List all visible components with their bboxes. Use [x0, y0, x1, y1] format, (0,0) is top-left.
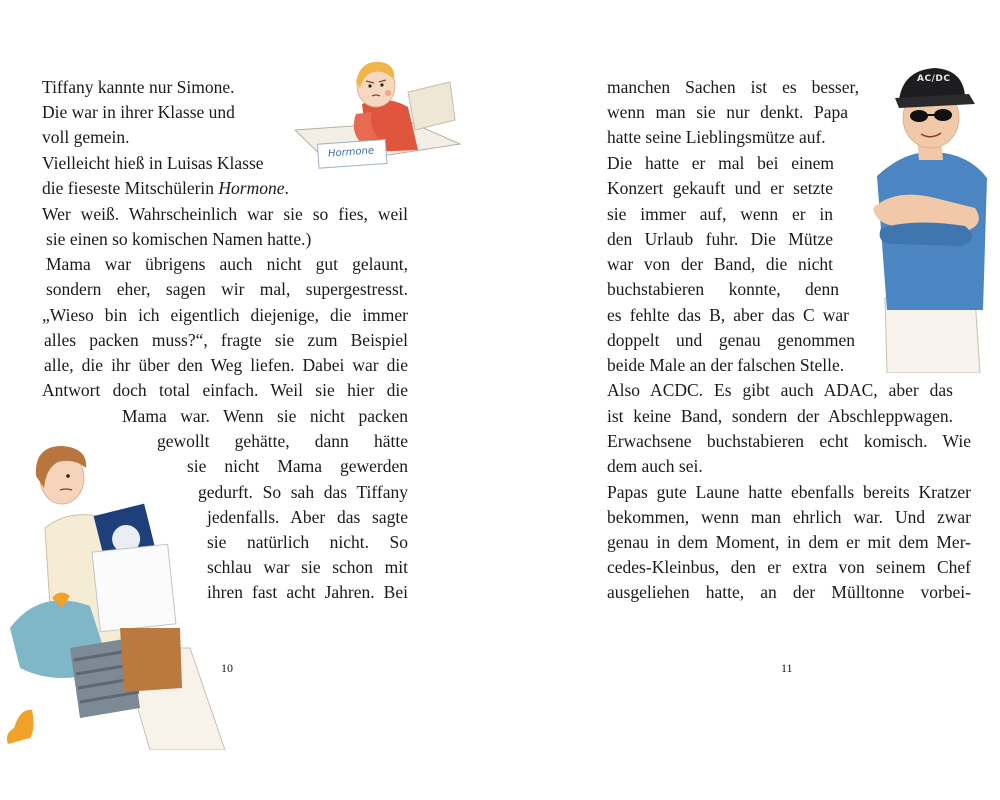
- text-line: ihren fast acht Jahren. Bei: [207, 582, 408, 602]
- text-line: sie nicht Mama gewerden: [187, 456, 408, 476]
- text-line: sie einen so komischen Namen hatte.): [46, 229, 312, 249]
- text-line: den Urlaub fuhr. Die Mütze: [607, 229, 833, 249]
- text-line: voll gemein.: [42, 127, 130, 147]
- text-line: alles packen muss?“, fragte sie zum Beispiel: [44, 330, 408, 350]
- text-line: gedurft. So sah das Tiffany: [198, 482, 408, 502]
- text-line: sie immer auf, wenn er in: [607, 204, 833, 224]
- text-line: Erwachsene buchstabieren echt komisch. Wie: [607, 431, 971, 451]
- page-number: 10: [221, 661, 233, 675]
- note-label: Hormone: [327, 145, 375, 160]
- text-line: dem auch sei.: [607, 456, 703, 476]
- text-line: [42, 176, 289, 201]
- text-line: cedes-Kleinbus, den er extra von seinem Chef: [607, 557, 971, 577]
- text-line: schlau war sie schon mit: [207, 557, 408, 577]
- text-line: sondern eher, sagen wir mal, supergestresst.: [46, 279, 408, 299]
- girl-at-desk-illustration: [290, 52, 465, 177]
- text-line: doppelt und genau genommen: [607, 330, 855, 350]
- text-line: Die hatte er mal bei einem: [607, 153, 834, 173]
- text-line: Mama war übrigens auch nicht gut gelaunt,: [46, 254, 408, 274]
- text-line: wenn man sie nur denkt. Papa: [607, 102, 848, 122]
- text-line: „Wieso bin ich eigentlich diejenige, die immer: [42, 305, 408, 325]
- text-line: war von der Band, die nicht: [607, 254, 833, 274]
- text-line: ausgeliehen hatte, an der Mülltonne vorbei-: [607, 582, 971, 602]
- text-fragment: .: [284, 178, 289, 198]
- text-line: Vielleicht hieß in Luisas Klasse: [42, 153, 264, 173]
- cap-logo: AC/DC: [917, 74, 951, 84]
- text-line: Konzert gekauft und er setzte: [607, 178, 833, 198]
- page-number: 11: [781, 661, 793, 675]
- text-line: bekommen, wenn man ehrlich war. Und zwar: [607, 507, 971, 527]
- text-line: Also ACDC. Es gibt auch ADAC, aber das: [607, 380, 953, 400]
- text-line: sie natürlich nicht. So: [207, 532, 408, 552]
- right-page: [500, 0, 1000, 800]
- text-fragment: die fieseste Mitschülerin: [42, 178, 219, 198]
- dad-with-cap-illustration: [865, 48, 995, 373]
- text-line: buchstabieren konnte, denn: [607, 279, 839, 299]
- text-line: Die war in ihrer Klasse und: [42, 102, 235, 122]
- italic-name: Hormone: [218, 178, 285, 198]
- text-line: Papas gute Laune hatte ebenfalls bereits Kratzer: [607, 482, 971, 502]
- text-line: Antwort doch total einfach. Weil sie hier die: [42, 380, 408, 400]
- text-line: jedenfalls. Aber das sagte: [207, 507, 408, 527]
- text-line: gewollt gehätte, dann hätte: [157, 431, 408, 451]
- text-line: Wer weiß. Wahrscheinlich war sie so fies, weil: [42, 204, 408, 224]
- text-line: es fehlte das B, aber das C war: [607, 305, 849, 325]
- text-line: beide Male an der falschen Stelle.: [607, 355, 845, 375]
- text-line: ist keine Band, sondern der Abschleppwagen.: [607, 406, 953, 426]
- text-line: Mama war. Wenn sie nicht packen: [122, 406, 408, 426]
- text-line: hatte seine Lieblingsmütze auf.: [607, 127, 826, 147]
- text-line: manchen Sachen ist es besser,: [607, 77, 859, 97]
- text-line: alle, die ihr über den Weg liefen. Dabei war die: [44, 355, 408, 375]
- text-line: Tiffany kannte nur Simone.: [42, 77, 235, 97]
- text-line: genau in dem Moment, in dem er mit dem Mer-: [607, 532, 971, 552]
